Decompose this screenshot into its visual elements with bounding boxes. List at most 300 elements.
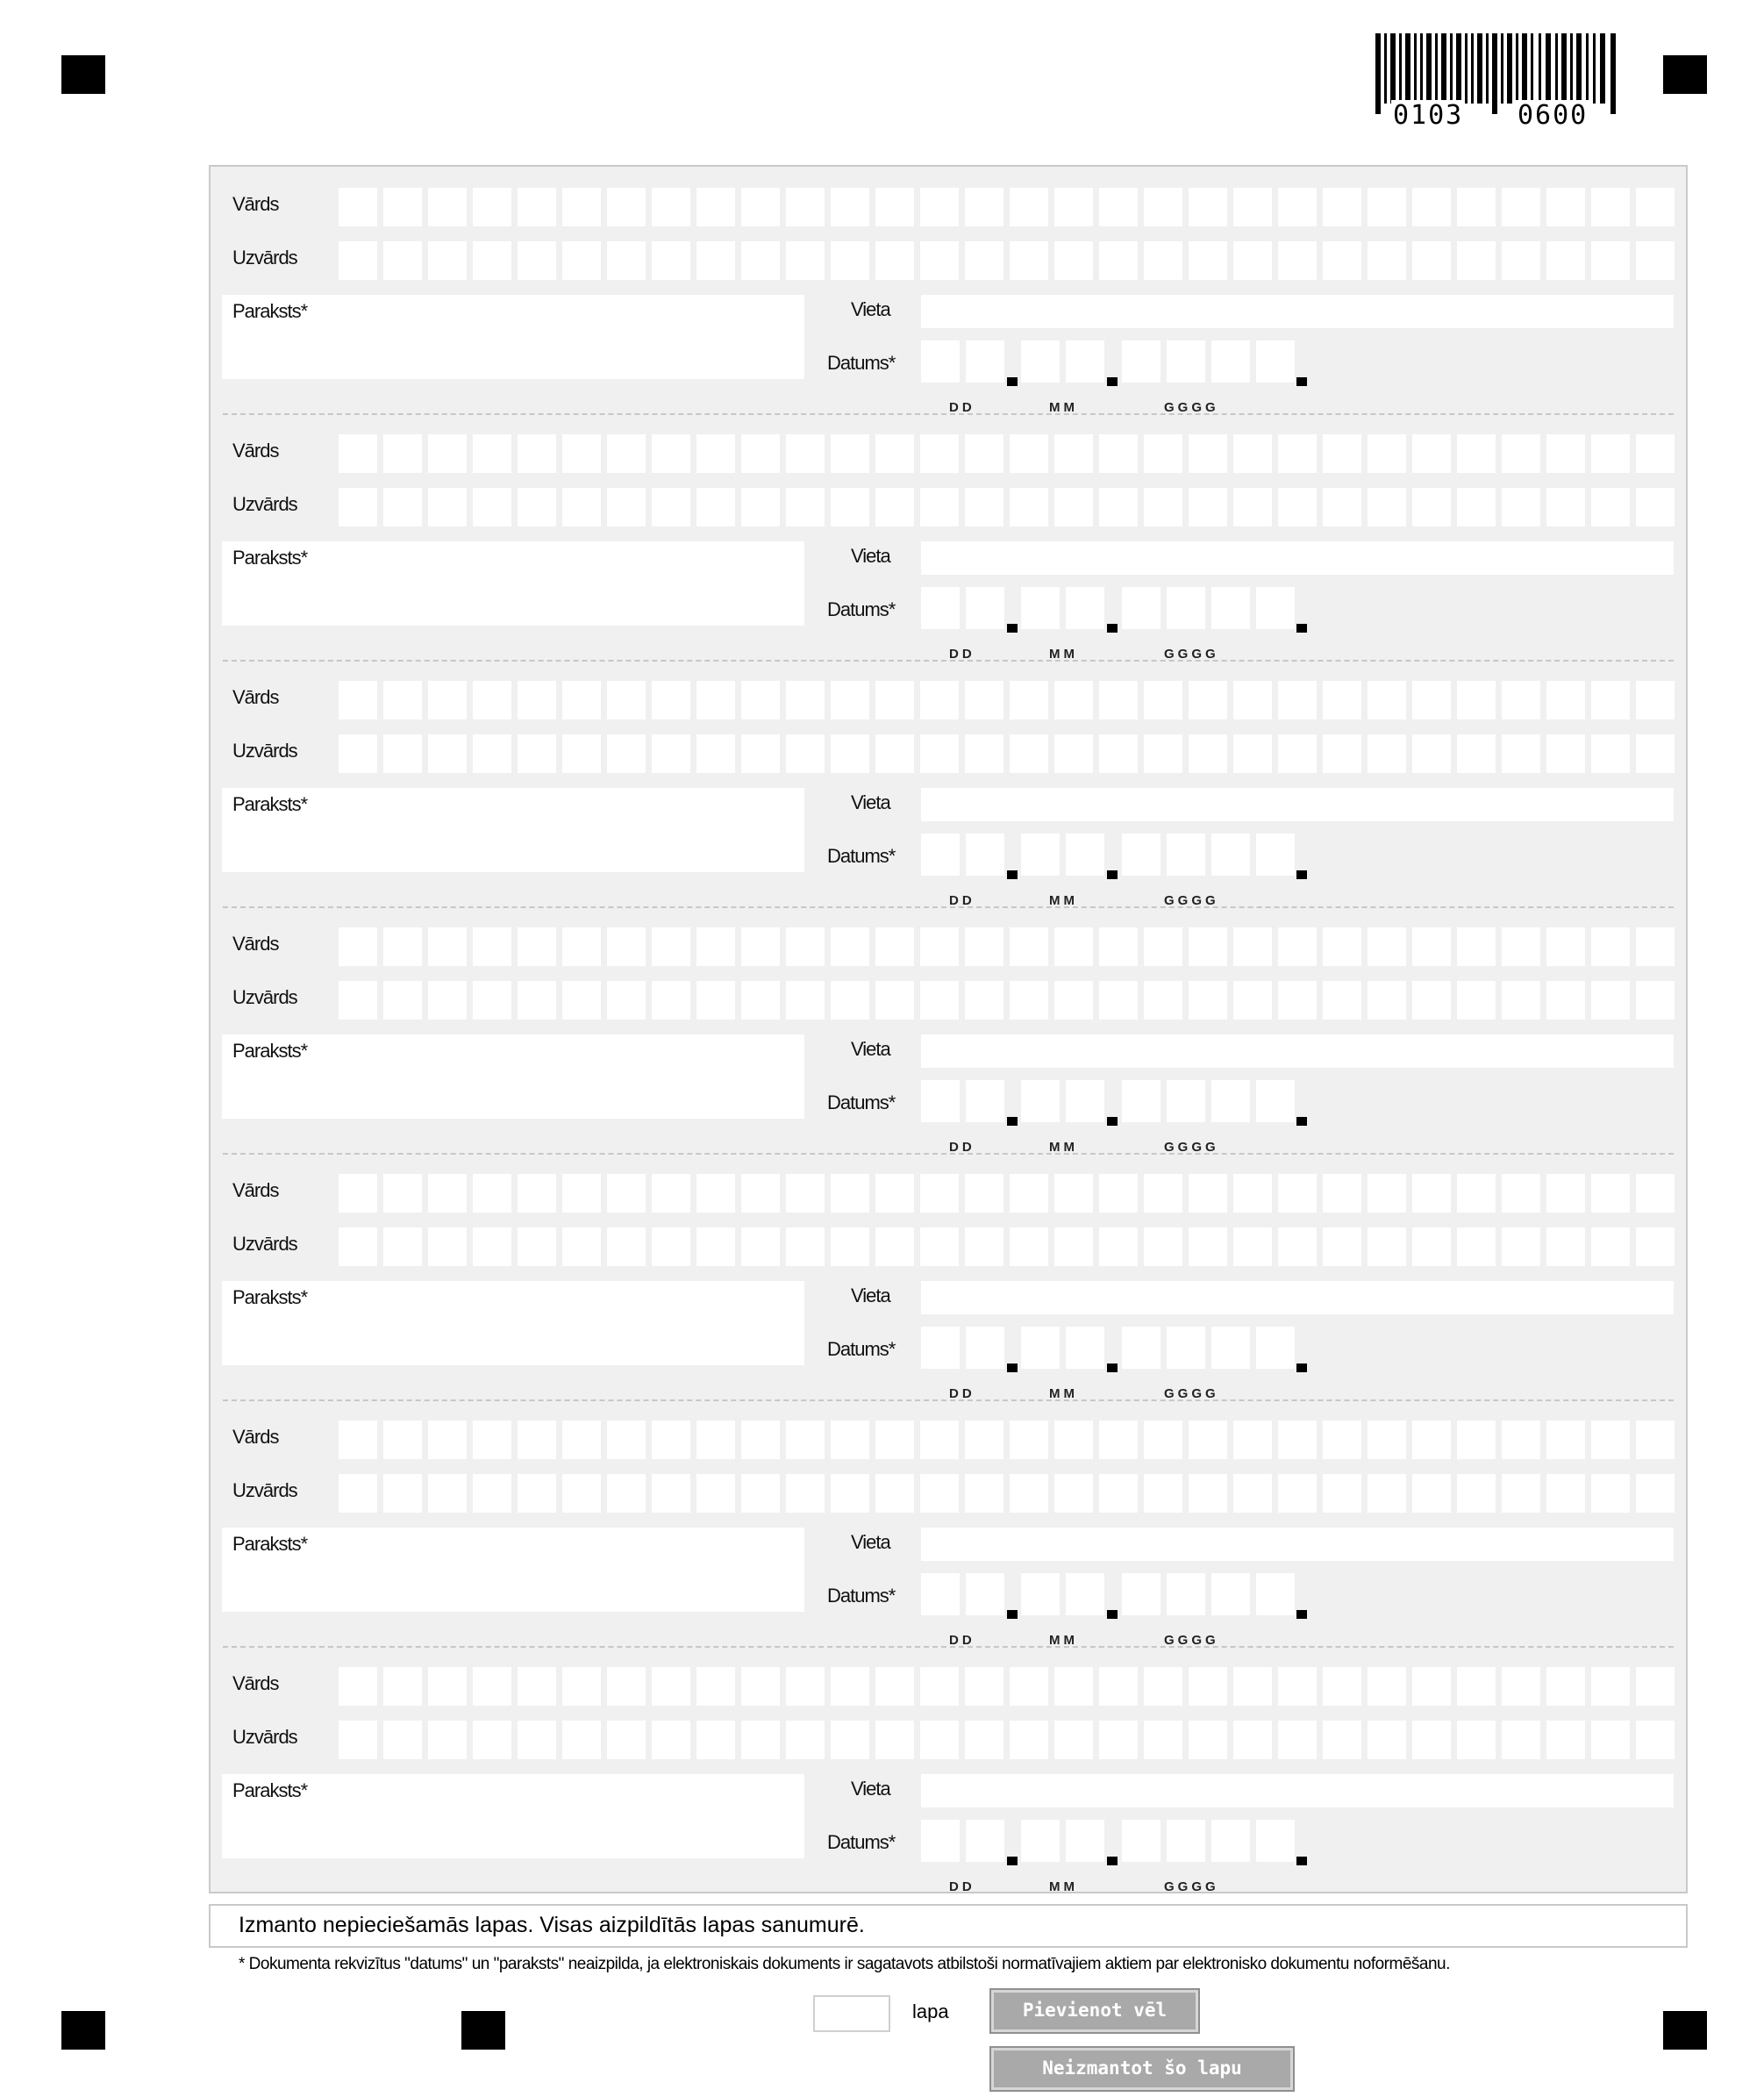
letter-cell[interactable] bbox=[1323, 681, 1361, 719]
letter-cell[interactable] bbox=[428, 1227, 467, 1266]
letter-cell[interactable] bbox=[920, 981, 959, 1020]
letter-cell[interactable] bbox=[831, 241, 869, 280]
letter-cell[interactable] bbox=[1054, 434, 1093, 473]
letter-cell[interactable] bbox=[920, 188, 959, 226]
skip-page-button[interactable]: Neizmantot šo lapu bbox=[991, 2048, 1293, 2090]
letter-cell[interactable] bbox=[1323, 981, 1361, 1020]
letter-cell[interactable] bbox=[1368, 434, 1406, 473]
letter-cell[interactable] bbox=[1457, 434, 1496, 473]
letter-cell[interactable] bbox=[1323, 488, 1361, 526]
letter-cell[interactable] bbox=[1189, 681, 1227, 719]
letter-cell[interactable] bbox=[518, 981, 556, 1020]
letter-cell[interactable] bbox=[518, 434, 556, 473]
letter-cell[interactable] bbox=[1144, 681, 1182, 719]
letter-cell[interactable] bbox=[1233, 241, 1272, 280]
letter-cell[interactable] bbox=[1412, 1174, 1451, 1213]
last-name-field[interactable] bbox=[339, 488, 1675, 526]
letter-cell[interactable] bbox=[1233, 981, 1272, 1020]
letter-cell[interactable] bbox=[786, 681, 825, 719]
date-day-cell[interactable] bbox=[966, 1820, 1004, 1862]
letter-cell[interactable] bbox=[875, 681, 914, 719]
letter-cell[interactable] bbox=[920, 1721, 959, 1759]
letter-cell[interactable] bbox=[1144, 241, 1182, 280]
letter-cell[interactable] bbox=[741, 981, 780, 1020]
letter-cell[interactable] bbox=[473, 1421, 511, 1459]
first-name-field[interactable] bbox=[339, 188, 1675, 226]
letter-cell[interactable] bbox=[1502, 734, 1540, 773]
letter-cell[interactable] bbox=[1278, 488, 1317, 526]
letter-cell[interactable] bbox=[1099, 681, 1138, 719]
date-year-cell[interactable] bbox=[1122, 1573, 1161, 1615]
letter-cell[interactable] bbox=[473, 681, 511, 719]
letter-cell[interactable] bbox=[1099, 1474, 1138, 1513]
letter-cell[interactable] bbox=[1233, 734, 1272, 773]
page-number-input[interactable] bbox=[813, 1995, 890, 2032]
letter-cell[interactable] bbox=[1502, 927, 1540, 966]
letter-cell[interactable] bbox=[1502, 1721, 1540, 1759]
letter-cell[interactable] bbox=[741, 1474, 780, 1513]
letter-cell[interactable] bbox=[696, 1474, 735, 1513]
letter-cell[interactable] bbox=[562, 1174, 601, 1213]
first-name-field[interactable] bbox=[339, 1421, 1675, 1459]
letter-cell[interactable] bbox=[1189, 1667, 1227, 1706]
letter-cell[interactable] bbox=[831, 1421, 869, 1459]
letter-cell[interactable] bbox=[607, 1721, 646, 1759]
date-day-cell[interactable] bbox=[966, 340, 1004, 383]
letter-cell[interactable] bbox=[607, 734, 646, 773]
letter-cell[interactable] bbox=[1502, 1227, 1540, 1266]
letter-cell[interactable] bbox=[1457, 1667, 1496, 1706]
letter-cell[interactable] bbox=[831, 1174, 869, 1213]
letter-cell[interactable] bbox=[1233, 1667, 1272, 1706]
letter-cell[interactable] bbox=[1591, 734, 1630, 773]
last-name-field[interactable] bbox=[339, 1721, 1675, 1759]
letter-cell[interactable] bbox=[1278, 1227, 1317, 1266]
place-field[interactable] bbox=[921, 1528, 1674, 1561]
letter-cell[interactable] bbox=[1636, 188, 1675, 226]
letter-cell[interactable] bbox=[696, 1421, 735, 1459]
letter-cell[interactable] bbox=[786, 1667, 825, 1706]
letter-cell[interactable] bbox=[1099, 488, 1138, 526]
letter-cell[interactable] bbox=[1323, 1474, 1361, 1513]
letter-cell[interactable] bbox=[1144, 1474, 1182, 1513]
letter-cell[interactable] bbox=[920, 1474, 959, 1513]
letter-cell[interactable] bbox=[652, 927, 690, 966]
letter-cell[interactable] bbox=[1278, 434, 1317, 473]
letter-cell[interactable] bbox=[339, 681, 377, 719]
letter-cell[interactable] bbox=[741, 1721, 780, 1759]
letter-cell[interactable] bbox=[1144, 188, 1182, 226]
letter-cell[interactable] bbox=[1189, 1474, 1227, 1513]
letter-cell[interactable] bbox=[1368, 681, 1406, 719]
letter-cell[interactable] bbox=[741, 1174, 780, 1213]
letter-cell[interactable] bbox=[965, 1474, 1003, 1513]
date-field[interactable] bbox=[921, 1573, 1316, 1648]
letter-cell[interactable] bbox=[965, 681, 1003, 719]
letter-cell[interactable] bbox=[875, 1421, 914, 1459]
letter-cell[interactable] bbox=[518, 1474, 556, 1513]
letter-cell[interactable] bbox=[339, 1721, 377, 1759]
letter-cell[interactable] bbox=[383, 1721, 422, 1759]
date-month-cell[interactable] bbox=[1021, 1573, 1060, 1615]
letter-cell[interactable] bbox=[1233, 927, 1272, 966]
date-year-cell[interactable] bbox=[1167, 587, 1205, 629]
letter-cell[interactable] bbox=[1368, 734, 1406, 773]
letter-cell[interactable] bbox=[562, 188, 601, 226]
letter-cell[interactable] bbox=[1189, 188, 1227, 226]
letter-cell[interactable] bbox=[1099, 1721, 1138, 1759]
letter-cell[interactable] bbox=[965, 1721, 1003, 1759]
date-year-cell[interactable] bbox=[1122, 587, 1161, 629]
letter-cell[interactable] bbox=[1144, 1721, 1182, 1759]
letter-cell[interactable] bbox=[473, 1474, 511, 1513]
letter-cell[interactable] bbox=[473, 1667, 511, 1706]
letter-cell[interactable] bbox=[1189, 981, 1227, 1020]
letter-cell[interactable] bbox=[741, 188, 780, 226]
letter-cell[interactable] bbox=[965, 1227, 1003, 1266]
date-year-cell[interactable] bbox=[1211, 587, 1250, 629]
letter-cell[interactable] bbox=[1054, 488, 1093, 526]
date-year-cell[interactable] bbox=[1256, 340, 1295, 383]
letter-cell[interactable] bbox=[1546, 434, 1585, 473]
add-more-button[interactable]: Pievienot vēl bbox=[991, 1990, 1198, 2032]
letter-cell[interactable] bbox=[741, 734, 780, 773]
letter-cell[interactable] bbox=[1502, 188, 1540, 226]
letter-cell[interactable] bbox=[562, 1721, 601, 1759]
letter-cell[interactable] bbox=[1457, 734, 1496, 773]
letter-cell[interactable] bbox=[562, 981, 601, 1020]
letter-cell[interactable] bbox=[1278, 188, 1317, 226]
letter-cell[interactable] bbox=[1010, 241, 1048, 280]
letter-cell[interactable] bbox=[875, 1667, 914, 1706]
letter-cell[interactable] bbox=[1054, 927, 1093, 966]
letter-cell[interactable] bbox=[875, 734, 914, 773]
letter-cell[interactable] bbox=[428, 188, 467, 226]
letter-cell[interactable] bbox=[786, 1227, 825, 1266]
letter-cell[interactable] bbox=[1457, 1421, 1496, 1459]
letter-cell[interactable] bbox=[965, 1421, 1003, 1459]
letter-cell[interactable] bbox=[1233, 1474, 1272, 1513]
letter-cell[interactable] bbox=[339, 241, 377, 280]
letter-cell[interactable] bbox=[920, 488, 959, 526]
letter-cell[interactable] bbox=[607, 681, 646, 719]
letter-cell[interactable] bbox=[920, 1421, 959, 1459]
letter-cell[interactable] bbox=[1546, 734, 1585, 773]
letter-cell[interactable] bbox=[831, 734, 869, 773]
letter-cell[interactable] bbox=[786, 927, 825, 966]
letter-cell[interactable] bbox=[652, 188, 690, 226]
date-year-cell[interactable] bbox=[1122, 1327, 1161, 1369]
letter-cell[interactable] bbox=[965, 241, 1003, 280]
place-field[interactable] bbox=[921, 1034, 1674, 1068]
letter-cell[interactable] bbox=[1010, 1227, 1048, 1266]
letter-cell[interactable] bbox=[383, 734, 422, 773]
letter-cell[interactable] bbox=[1636, 1474, 1675, 1513]
letter-cell[interactable] bbox=[831, 488, 869, 526]
date-day-cell[interactable] bbox=[966, 1080, 1004, 1122]
letter-cell[interactable] bbox=[920, 241, 959, 280]
letter-cell[interactable] bbox=[786, 1721, 825, 1759]
letter-cell[interactable] bbox=[831, 981, 869, 1020]
letter-cell[interactable] bbox=[1546, 681, 1585, 719]
letter-cell[interactable] bbox=[875, 1227, 914, 1266]
letter-cell[interactable] bbox=[1546, 1421, 1585, 1459]
date-day-cell[interactable] bbox=[921, 834, 960, 876]
letter-cell[interactable] bbox=[1412, 1421, 1451, 1459]
signature-field[interactable] bbox=[222, 1774, 804, 1858]
letter-cell[interactable] bbox=[383, 1227, 422, 1266]
letter-cell[interactable] bbox=[1010, 927, 1048, 966]
letter-cell[interactable] bbox=[339, 1227, 377, 1266]
letter-cell[interactable] bbox=[339, 1421, 377, 1459]
letter-cell[interactable] bbox=[875, 1474, 914, 1513]
letter-cell[interactable] bbox=[1368, 1421, 1406, 1459]
letter-cell[interactable] bbox=[428, 1174, 467, 1213]
letter-cell[interactable] bbox=[1144, 488, 1182, 526]
letter-cell[interactable] bbox=[1278, 927, 1317, 966]
date-year-cell[interactable] bbox=[1211, 834, 1250, 876]
last-name-field[interactable] bbox=[339, 981, 1675, 1020]
last-name-field[interactable] bbox=[339, 734, 1675, 773]
letter-cell[interactable] bbox=[1010, 488, 1048, 526]
letter-cell[interactable] bbox=[1054, 981, 1093, 1020]
letter-cell[interactable] bbox=[875, 241, 914, 280]
date-year-cell[interactable] bbox=[1211, 1327, 1250, 1369]
date-year-cell[interactable] bbox=[1256, 834, 1295, 876]
letter-cell[interactable] bbox=[1144, 1667, 1182, 1706]
letter-cell[interactable] bbox=[1010, 734, 1048, 773]
first-name-field[interactable] bbox=[339, 434, 1675, 473]
letter-cell[interactable] bbox=[1233, 488, 1272, 526]
letter-cell[interactable] bbox=[1502, 1174, 1540, 1213]
letter-cell[interactable] bbox=[1233, 1721, 1272, 1759]
letter-cell[interactable] bbox=[383, 927, 422, 966]
letter-cell[interactable] bbox=[473, 927, 511, 966]
letter-cell[interactable] bbox=[1323, 241, 1361, 280]
date-field[interactable] bbox=[921, 834, 1316, 908]
letter-cell[interactable] bbox=[607, 434, 646, 473]
letter-cell[interactable] bbox=[1546, 1721, 1585, 1759]
letter-cell[interactable] bbox=[383, 681, 422, 719]
date-year-cell[interactable] bbox=[1122, 1820, 1161, 1862]
letter-cell[interactable] bbox=[562, 927, 601, 966]
letter-cell[interactable] bbox=[1099, 1421, 1138, 1459]
letter-cell[interactable] bbox=[1323, 188, 1361, 226]
letter-cell[interactable] bbox=[428, 1474, 467, 1513]
letter-cell[interactable] bbox=[965, 188, 1003, 226]
letter-cell[interactable] bbox=[1546, 1227, 1585, 1266]
letter-cell[interactable] bbox=[1233, 188, 1272, 226]
letter-cell[interactable] bbox=[786, 434, 825, 473]
date-day-cell[interactable] bbox=[921, 1820, 960, 1862]
letter-cell[interactable] bbox=[1457, 488, 1496, 526]
letter-cell[interactable] bbox=[786, 188, 825, 226]
letter-cell[interactable] bbox=[1502, 681, 1540, 719]
letter-cell[interactable] bbox=[1546, 1474, 1585, 1513]
letter-cell[interactable] bbox=[1010, 1174, 1048, 1213]
letter-cell[interactable] bbox=[1189, 734, 1227, 773]
letter-cell[interactable] bbox=[696, 981, 735, 1020]
letter-cell[interactable] bbox=[652, 1227, 690, 1266]
letter-cell[interactable] bbox=[1099, 981, 1138, 1020]
letter-cell[interactable] bbox=[1323, 734, 1361, 773]
letter-cell[interactable] bbox=[786, 1421, 825, 1459]
letter-cell[interactable] bbox=[1323, 927, 1361, 966]
letter-cell[interactable] bbox=[1233, 681, 1272, 719]
letter-cell[interactable] bbox=[786, 1174, 825, 1213]
letter-cell[interactable] bbox=[696, 434, 735, 473]
letter-cell[interactable] bbox=[652, 1721, 690, 1759]
letter-cell[interactable] bbox=[607, 981, 646, 1020]
letter-cell[interactable] bbox=[1099, 734, 1138, 773]
letter-cell[interactable] bbox=[1546, 1667, 1585, 1706]
date-field[interactable] bbox=[921, 587, 1316, 662]
letter-cell[interactable] bbox=[1278, 981, 1317, 1020]
letter-cell[interactable] bbox=[518, 681, 556, 719]
date-month-cell[interactable] bbox=[1066, 1080, 1104, 1122]
signature-field[interactable] bbox=[222, 788, 804, 872]
date-month-cell[interactable] bbox=[1066, 1573, 1104, 1615]
letter-cell[interactable] bbox=[562, 434, 601, 473]
letter-cell[interactable] bbox=[1010, 1421, 1048, 1459]
letter-cell[interactable] bbox=[696, 1667, 735, 1706]
letter-cell[interactable] bbox=[1189, 927, 1227, 966]
letter-cell[interactable] bbox=[562, 1474, 601, 1513]
letter-cell[interactable] bbox=[339, 1174, 377, 1213]
letter-cell[interactable] bbox=[1591, 434, 1630, 473]
letter-cell[interactable] bbox=[1278, 1174, 1317, 1213]
letter-cell[interactable] bbox=[696, 188, 735, 226]
letter-cell[interactable] bbox=[1010, 434, 1048, 473]
letter-cell[interactable] bbox=[1368, 1227, 1406, 1266]
letter-cell[interactable] bbox=[339, 434, 377, 473]
letter-cell[interactable] bbox=[383, 1667, 422, 1706]
letter-cell[interactable] bbox=[696, 927, 735, 966]
letter-cell[interactable] bbox=[920, 681, 959, 719]
letter-cell[interactable] bbox=[1457, 1474, 1496, 1513]
letter-cell[interactable] bbox=[696, 241, 735, 280]
letter-cell[interactable] bbox=[1233, 1227, 1272, 1266]
letter-cell[interactable] bbox=[1368, 1721, 1406, 1759]
letter-cell[interactable] bbox=[786, 981, 825, 1020]
letter-cell[interactable] bbox=[1054, 1721, 1093, 1759]
letter-cell[interactable] bbox=[1412, 734, 1451, 773]
letter-cell[interactable] bbox=[1278, 1721, 1317, 1759]
letter-cell[interactable] bbox=[1054, 188, 1093, 226]
letter-cell[interactable] bbox=[1636, 1667, 1675, 1706]
date-month-cell[interactable] bbox=[1021, 340, 1060, 383]
letter-cell[interactable] bbox=[652, 1421, 690, 1459]
place-field[interactable] bbox=[921, 295, 1674, 328]
letter-cell[interactable] bbox=[1189, 434, 1227, 473]
place-field[interactable] bbox=[921, 541, 1674, 575]
letter-cell[interactable] bbox=[1368, 1174, 1406, 1213]
letter-cell[interactable] bbox=[741, 434, 780, 473]
date-year-cell[interactable] bbox=[1256, 1573, 1295, 1615]
letter-cell[interactable] bbox=[383, 981, 422, 1020]
letter-cell[interactable] bbox=[339, 1474, 377, 1513]
date-day-cell[interactable] bbox=[921, 587, 960, 629]
letter-cell[interactable] bbox=[1144, 1421, 1182, 1459]
date-year-cell[interactable] bbox=[1122, 1080, 1161, 1122]
date-day-cell[interactable] bbox=[966, 1573, 1004, 1615]
letter-cell[interactable] bbox=[1010, 681, 1048, 719]
letter-cell[interactable] bbox=[1412, 981, 1451, 1020]
letter-cell[interactable] bbox=[607, 1667, 646, 1706]
letter-cell[interactable] bbox=[1636, 1174, 1675, 1213]
letter-cell[interactable] bbox=[1233, 1421, 1272, 1459]
letter-cell[interactable] bbox=[1502, 1667, 1540, 1706]
letter-cell[interactable] bbox=[965, 927, 1003, 966]
date-day-cell[interactable] bbox=[921, 1327, 960, 1369]
date-year-cell[interactable] bbox=[1211, 340, 1250, 383]
letter-cell[interactable] bbox=[875, 1174, 914, 1213]
letter-cell[interactable] bbox=[1278, 1667, 1317, 1706]
letter-cell[interactable] bbox=[1591, 681, 1630, 719]
date-month-cell[interactable] bbox=[1021, 587, 1060, 629]
letter-cell[interactable] bbox=[831, 1474, 869, 1513]
date-year-cell[interactable] bbox=[1167, 340, 1205, 383]
letter-cell[interactable] bbox=[428, 1721, 467, 1759]
letter-cell[interactable] bbox=[1368, 1667, 1406, 1706]
letter-cell[interactable] bbox=[428, 681, 467, 719]
letter-cell[interactable] bbox=[518, 1174, 556, 1213]
letter-cell[interactable] bbox=[1233, 434, 1272, 473]
letter-cell[interactable] bbox=[1546, 241, 1585, 280]
letter-cell[interactable] bbox=[1010, 1721, 1048, 1759]
letter-cell[interactable] bbox=[1636, 434, 1675, 473]
letter-cell[interactable] bbox=[607, 241, 646, 280]
letter-cell[interactable] bbox=[831, 1227, 869, 1266]
letter-cell[interactable] bbox=[1278, 734, 1317, 773]
letter-cell[interactable] bbox=[831, 927, 869, 966]
letter-cell[interactable] bbox=[339, 1667, 377, 1706]
letter-cell[interactable] bbox=[741, 1421, 780, 1459]
place-field[interactable] bbox=[921, 1774, 1674, 1807]
letter-cell[interactable] bbox=[1368, 1474, 1406, 1513]
letter-cell[interactable] bbox=[1636, 241, 1675, 280]
letter-cell[interactable] bbox=[1591, 241, 1630, 280]
letter-cell[interactable] bbox=[1457, 981, 1496, 1020]
date-year-cell[interactable] bbox=[1211, 1820, 1250, 1862]
letter-cell[interactable] bbox=[1591, 188, 1630, 226]
signature-field[interactable] bbox=[222, 541, 804, 626]
letter-cell[interactable] bbox=[1636, 1421, 1675, 1459]
letter-cell[interactable] bbox=[652, 488, 690, 526]
letter-cell[interactable] bbox=[1591, 1474, 1630, 1513]
letter-cell[interactable] bbox=[831, 188, 869, 226]
date-year-cell[interactable] bbox=[1256, 1820, 1295, 1862]
letter-cell[interactable] bbox=[1233, 1174, 1272, 1213]
letter-cell[interactable] bbox=[383, 434, 422, 473]
letter-cell[interactable] bbox=[741, 241, 780, 280]
letter-cell[interactable] bbox=[1323, 1667, 1361, 1706]
letter-cell[interactable] bbox=[562, 681, 601, 719]
letter-cell[interactable] bbox=[607, 1227, 646, 1266]
letter-cell[interactable] bbox=[1412, 681, 1451, 719]
letter-cell[interactable] bbox=[965, 1174, 1003, 1213]
letter-cell[interactable] bbox=[1636, 734, 1675, 773]
date-year-cell[interactable] bbox=[1256, 1327, 1295, 1369]
letter-cell[interactable] bbox=[965, 1667, 1003, 1706]
letter-cell[interactable] bbox=[1054, 1421, 1093, 1459]
place-field[interactable] bbox=[921, 788, 1674, 821]
letter-cell[interactable] bbox=[1054, 1667, 1093, 1706]
letter-cell[interactable] bbox=[473, 981, 511, 1020]
letter-cell[interactable] bbox=[1412, 1667, 1451, 1706]
date-day-cell[interactable] bbox=[966, 834, 1004, 876]
letter-cell[interactable] bbox=[1189, 1421, 1227, 1459]
